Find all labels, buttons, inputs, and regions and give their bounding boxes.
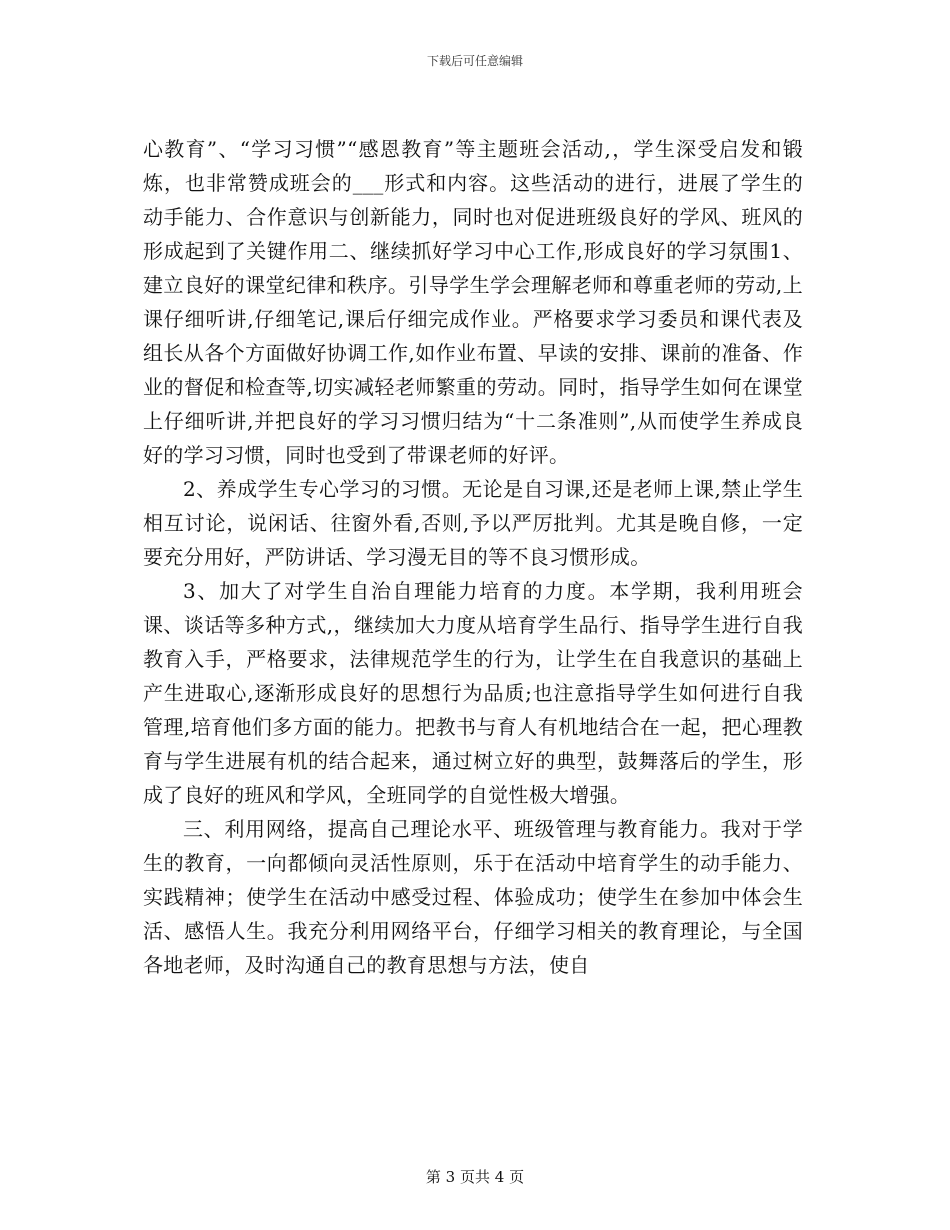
- paragraph-1: 心教育”、“学习习惯”“感恩教育”等主题班会活动,，学生深受启发和锻炼，也非常赞成班会的___形式和内容。这些活动的进行，进展了学生的动手能力、合作意识与创新能力，同时也对促进班级良好的学风、班风的形成起到了关键作用二、继续抓好学习中心工作,形成良好的学习氛围1、建立良好的课堂纪律和秩序。引导学生学会理解老师和尊重老师的劳动,上课仔细听讲,仔细笔记,课后仔细完成作业。严格要求学习委员和课代表及组长从各个方面做好协调工作,如作业布置、早读的安排、课前的准备、作业的督促和检查等,切实减轻老师繁重的劳动。同时，指导学生如何在课堂上仔细听讲,并把良好的学习习惯归结为“十二条准则”,从而使学生养成良好的学习习惯，同时也受到了带课老师的好评。: [143, 137, 803, 467]
- paragraph-3: 3、加大了对学生自治自理能力培育的力度。本学期，我利用班会课、谈话等多种方式,，继续加大力度从培育学生品行、指导学生进行自我教育入手，严格要求，法律规范学生的行为，让学生在自我意识的基础上产生进取心,逐渐形成良好的思想行为品质;也注意指导学生如何进行自我管理,培育他们多方面的能力。把教书与育人有机地结合在一起，把心理教育与学生进展有机的结合起来，通过树立好的典型，鼓舞落后的学生，形成了良好的班风和学风，全班同学的自觉性极大增强。: [143, 579, 803, 807]
- document-body: [143, 132, 803, 982]
- paragraph-4: 三、利用网络，提高自己理论水平、班级管理与教育能力。我对于学生的教育，一向都倾向灵活性原则，乐于在活动中培育学生的动手能力、实践精神；使学生在活动中感受过程、体验成功；使学生在参加中体会生活、感悟人生。我充分利用网络平台，仔细学习相关的教育理论，与全国各地老师，及时沟通自己的教育思想与方法，使自: [143, 817, 803, 977]
- paragraph-2: 2、养成学生专心学习的习惯。无论是自习课,还是老师上课,禁止学生相互讨论，说闲话、往窗外看,否则,予以严厉批判。尤其是晚自修，一定要充分用好，严防讲话、学习漫无目的等不良习惯形成。: [143, 477, 803, 569]
- page-header: 下载后可任意编辑: [426, 54, 523, 68]
- page-footer: 第 3 页共 4 页: [425, 1168, 525, 1186]
